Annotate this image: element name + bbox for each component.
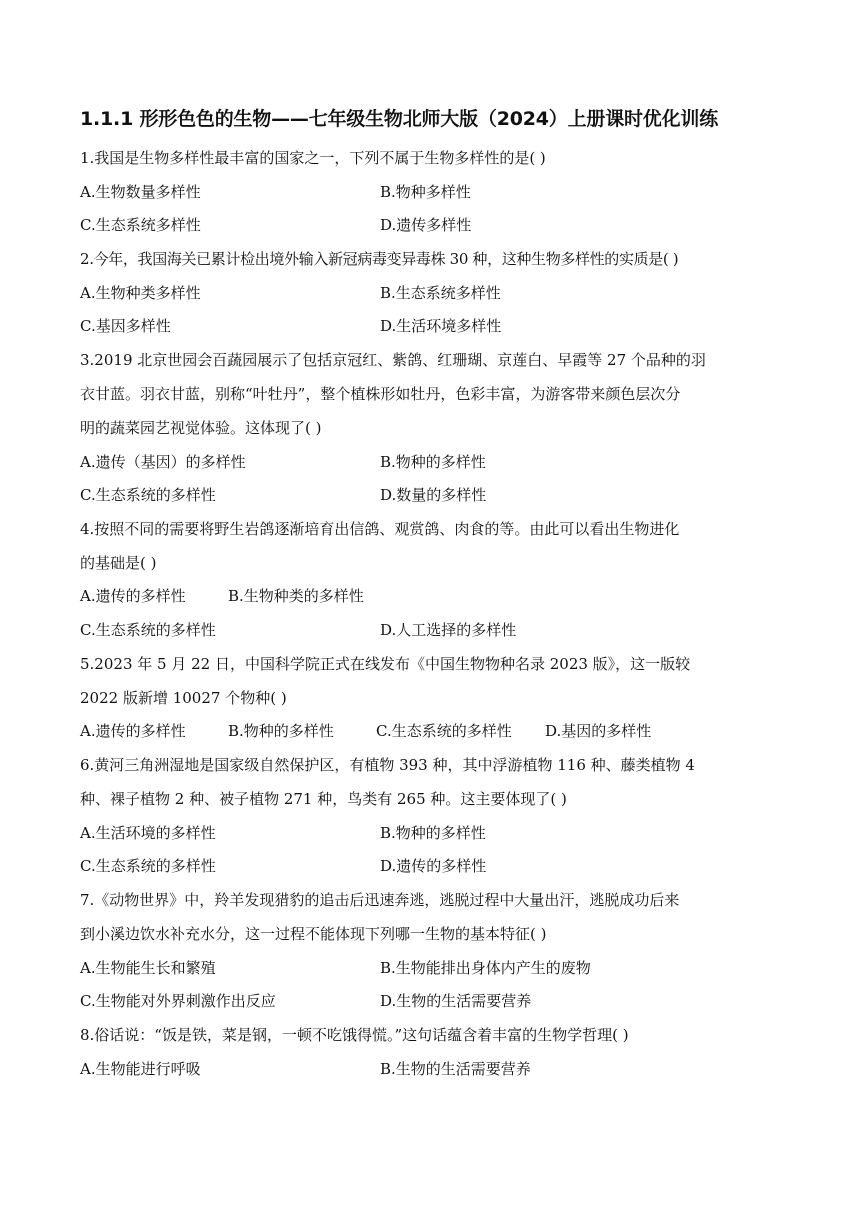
question-4-stem-line-2: 的基础是( ) (80, 554, 157, 572)
question-7-option-c: C.生物能对外界刺激作出反应 (80, 992, 276, 1010)
question-5-option-c: C.生态系统的多样性 (376, 722, 512, 740)
question-2-option-d: D.生活环境多样性 (380, 317, 502, 335)
question-8-option-a: A.生物能进行呼吸 (80, 1060, 201, 1078)
question-5-stem-line-2: 2022 版新增 10027 个物种( ) (80, 689, 287, 707)
question-3-stem-line-1: 3.2019 北京世园会百蔬园展示了包括京冠红、紫鸽、红珊瑚、京莲白、早霞等 27 个品种的羽 (80, 351, 706, 369)
question-8-option-b: B.生物的生活需要营养 (380, 1060, 531, 1078)
question-6-option-d: D.遗传的多样性 (380, 857, 487, 875)
question-3-option-b: B.物种的多样性 (380, 453, 486, 471)
question-8-stem: 8.俗话说：“饭是铁，菜是钢，一顿不吃饿得慌。”这句话蕴含着丰富的生物学哲理( ) (80, 1026, 629, 1044)
question-2-option-b: B.生态系统多样性 (380, 284, 501, 302)
question-7-stem-line-2: 到小溪边饮水补充水分，这一过程不能体现下列哪一生物的基本特征( ) (80, 925, 547, 943)
question-7-option-b: B.生物能排出身体内产生的废物 (380, 959, 591, 977)
question-1-option-d: D.遗传多样性 (380, 216, 472, 234)
question-4-option-a: A.遗传的多样性 (80, 587, 186, 605)
question-6-stem-line-2: 种、裸子植物 2 种、被子植物 271 种，鸟类有 265 种。这主要体现了( ) (80, 790, 567, 808)
question-4-stem-line-1: 4.按照不同的需要将野生岩鸽逐渐培育出信鸽、观赏鸽、肉食的等。由此可以看出生物进化 (80, 520, 680, 538)
question-3-option-c: C.生态系统的多样性 (80, 486, 216, 504)
question-2-stem: 2.今年，我国海关已累计检出境外输入新冠病毒变异毒株 30 种，这种生物多样性的实质是( ) (80, 250, 679, 268)
question-6-option-a: A.生活环境的多样性 (80, 824, 216, 842)
question-3-stem-line-2: 衣甘蓝。羽衣甘蓝，别称“叶牡丹”，整个植株形如牡丹，色彩丰富，为游客带来颜色层次分 (80, 385, 681, 403)
question-1-stem: 1.我国是生物多样性最丰富的国家之一，下列不属于生物多样性的是( ) (80, 149, 546, 167)
question-2-option-c: C.基因多样性 (80, 317, 171, 335)
question-5-option-a: A.遗传的多样性 (80, 722, 186, 740)
question-1-option-b: B.物种多样性 (380, 183, 471, 201)
question-3-option-a: A.遗传（基因）的多样性 (80, 453, 246, 471)
question-6-option-c: C.生态系统的多样性 (80, 857, 216, 875)
question-3-option-d: D.数量的多样性 (380, 486, 487, 504)
question-7-option-a: A.生物能生长和繁殖 (80, 959, 216, 977)
question-4-option-c: C.生态系统的多样性 (80, 621, 216, 639)
question-6-stem-line-1: 6.黄河三角洲湿地是国家级自然保护区，有植物 393 种，其中浮游植物 116 种、藤类植物 4 (80, 756, 695, 774)
question-4-option-b: B.生物种类的多样性 (228, 587, 364, 605)
question-1-option-c: C.生态系统多样性 (80, 216, 201, 234)
question-5-option-b: B.物种的多样性 (228, 722, 334, 740)
question-6-option-b: B.物种的多样性 (380, 824, 486, 842)
question-7-stem-line-1: 7.《动物世界》中，羚羊发现猎豹的追击后迅速奔逃，逃脱过程中大量出汗，逃脱成功后来 (80, 891, 680, 909)
question-4-option-d: D.人工选择的多样性 (380, 621, 517, 639)
document-title: 1.1.1 形形色色的生物——七年级生物北师大版（2024）上册课时优化训练 (80, 108, 718, 130)
question-5-stem-line-1: 5.2023 年 5 月 22 日，中国科学院正式在线发布《中国生物物种名录 2023 版》，这一版较 (80, 655, 691, 673)
question-5-option-d: D.基因的多样性 (545, 722, 652, 740)
question-3-stem-line-3: 明的蔬菜园艺视觉体验。这体现了( ) (80, 419, 322, 437)
question-1-option-a: A.生物数量多样性 (80, 183, 201, 201)
question-7-option-d: D.生物的生活需要营养 (380, 992, 532, 1010)
question-2-option-a: A.生物种类多样性 (80, 284, 201, 302)
